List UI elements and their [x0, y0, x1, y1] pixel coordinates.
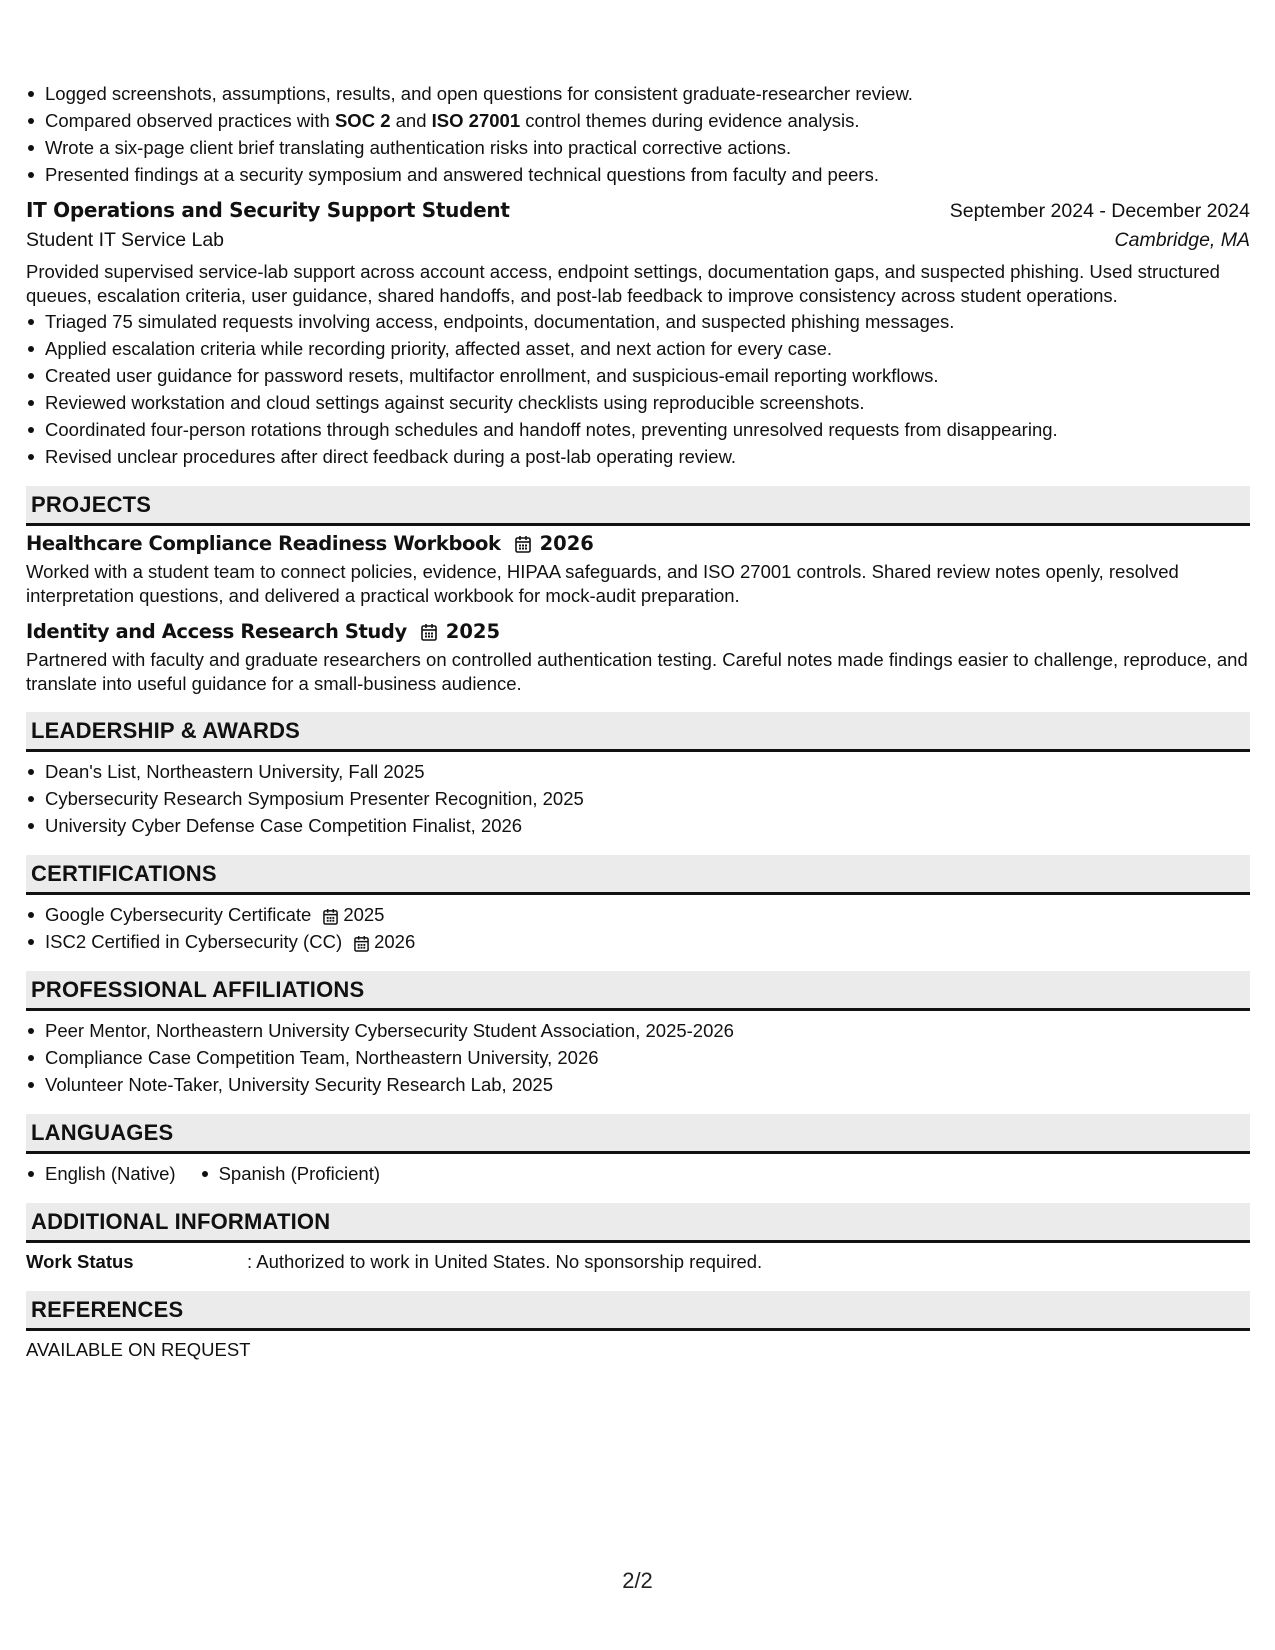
affiliations-section	[26, 971, 1250, 1098]
job-dates: September 2024 - December 2024	[949, 200, 1250, 222]
calendar-icon	[515, 535, 531, 553]
affiliations-list	[26, 1017, 1250, 1098]
project-description: Partnered with faculty and graduate researchers on controlled authentication testing. Careful notes made findings easier to challenge, reproduce, and translate into useful guidance for a small-business audience.	[26, 649, 1248, 694]
section-title: CERTIFICATIONS	[31, 860, 217, 886]
list-item: Peer Mentor, Northeastern University Cybersecurity Student Association, 2025-2026	[26, 1017, 1250, 1044]
project-entry	[26, 532, 1250, 608]
list-item: Cybersecurity Research Symposium Presenter Recognition, 2025	[26, 785, 1250, 812]
list-item: University Cyber Defense Case Competition Finalist, 2026	[26, 812, 1250, 839]
leadership-list	[26, 758, 1250, 839]
emphasis-text: SOC 2	[334, 110, 391, 131]
job-location: Cambridge, MA	[1114, 229, 1250, 251]
work-status-row	[26, 1249, 1250, 1275]
experience-bullets-continued	[26, 80, 1250, 188]
project-description: Worked with a student team to connect policies, evidence, HIPAA safeguards, and ISO 27001 controls. Shared review notes openly, resolved interpretation questions, and delivered a practical workbook for mock-audit preparation.	[26, 561, 1179, 606]
work-status-value: : Authorized to work in United States. No sponsorship required.	[247, 1251, 763, 1272]
project-entry	[26, 620, 1250, 696]
projects-section	[26, 486, 1250, 696]
certifications-section	[26, 855, 1250, 955]
calendar-icon	[354, 935, 369, 952]
page-number: 2/2	[622, 1568, 653, 1593]
languages-section	[26, 1114, 1250, 1187]
calendar-icon	[421, 623, 437, 641]
list-item: Spanish (Proficient)	[200, 1160, 380, 1187]
work-status-label: Work Status	[26, 1251, 134, 1272]
list-item	[26, 901, 1250, 928]
list-item: Coordinated four-person rotations through schedules and handoff notes, preventing unresolved requests from disappearing.	[26, 416, 1250, 443]
list-item: Applied escalation criteria while recording priority, affected asset, and next action for every case.	[26, 335, 1250, 362]
experience-entry	[26, 198, 1250, 470]
list-item: Logged screenshots, assumptions, results, and open questions for consistent graduate-researcher review.	[26, 80, 1250, 107]
certification-year: 2025	[343, 904, 385, 925]
job-title: IT Operations and Security Support Student	[26, 198, 510, 222]
emphasis-text: ISO 27001	[431, 110, 521, 131]
section-title: REFERENCES	[31, 1296, 184, 1322]
project-title: Healthcare Compliance Readiness Workbook	[26, 532, 501, 555]
project-year: 2025	[445, 620, 501, 643]
section-title: ADDITIONAL INFORMATION	[31, 1208, 331, 1234]
project-year: 2026	[539, 532, 594, 555]
list-item: Triaged 75 simulated requests involving access, endpoints, documentation, and suspected phishing messages.	[26, 308, 1250, 335]
section-title: PROJECTS	[31, 491, 152, 517]
list-item: Revised unclear procedures after direct feedback during a post-lab operating review.	[26, 443, 1250, 470]
certification-name: ISC2 Certified in Cybersecurity (CC)	[45, 931, 343, 952]
certification-year: 2026	[374, 931, 416, 952]
list-item	[26, 928, 1250, 955]
certification-name: Google Cybersecurity Certificate	[45, 904, 312, 925]
list-item: Compared observed practices with SOC 2 and ISO 27001 control themes during evidence analysis.	[26, 107, 1250, 134]
section-title: LANGUAGES	[31, 1119, 174, 1145]
certifications-list	[26, 901, 1250, 955]
project-title: Identity and Access Research Study	[26, 620, 407, 643]
calendar-icon	[323, 908, 338, 925]
job-summary: Provided supervised service-lab support across account access, endpoint settings, documentation gaps, and suspected phishing. Used structured queues, escalation criteria, user guidance, shared handoffs, and post-lab feedback to improve consistency across student operations.	[26, 261, 1220, 306]
resume-page	[26, 80, 1250, 1363]
list-item: Reviewed workstation and cloud settings against security checklists using reproducible screenshots.	[26, 389, 1250, 416]
references-section	[26, 1291, 1250, 1363]
list-item: Presented findings at a security symposium and answered technical questions from faculty and peers.	[26, 161, 1250, 188]
leadership-section	[26, 712, 1250, 839]
languages-list	[26, 1160, 1250, 1187]
job-bullets	[26, 308, 1250, 470]
additional-info-section	[26, 1203, 1250, 1275]
list-item: Created user guidance for password resets, multifactor enrollment, and suspicious-email reporting workflows.	[26, 362, 1250, 389]
section-title: PROFESSIONAL AFFILIATIONS	[31, 976, 365, 1002]
section-title: LEADERSHIP & AWARDS	[31, 717, 301, 743]
list-item: Dean's List, Northeastern University, Fall 2025	[26, 758, 1250, 785]
references-text: AVAILABLE ON REQUEST	[26, 1339, 251, 1360]
list-item: Compliance Case Competition Team, Northeastern University, 2026	[26, 1044, 1250, 1071]
job-organization: Student IT Service Lab	[26, 229, 225, 251]
list-item: Volunteer Note-Taker, University Security Research Lab, 2025	[26, 1071, 1250, 1098]
list-item: English (Native)	[26, 1160, 176, 1187]
list-item: Wrote a six-page client brief translating authentication risks into practical corrective actions.	[26, 134, 1250, 161]
